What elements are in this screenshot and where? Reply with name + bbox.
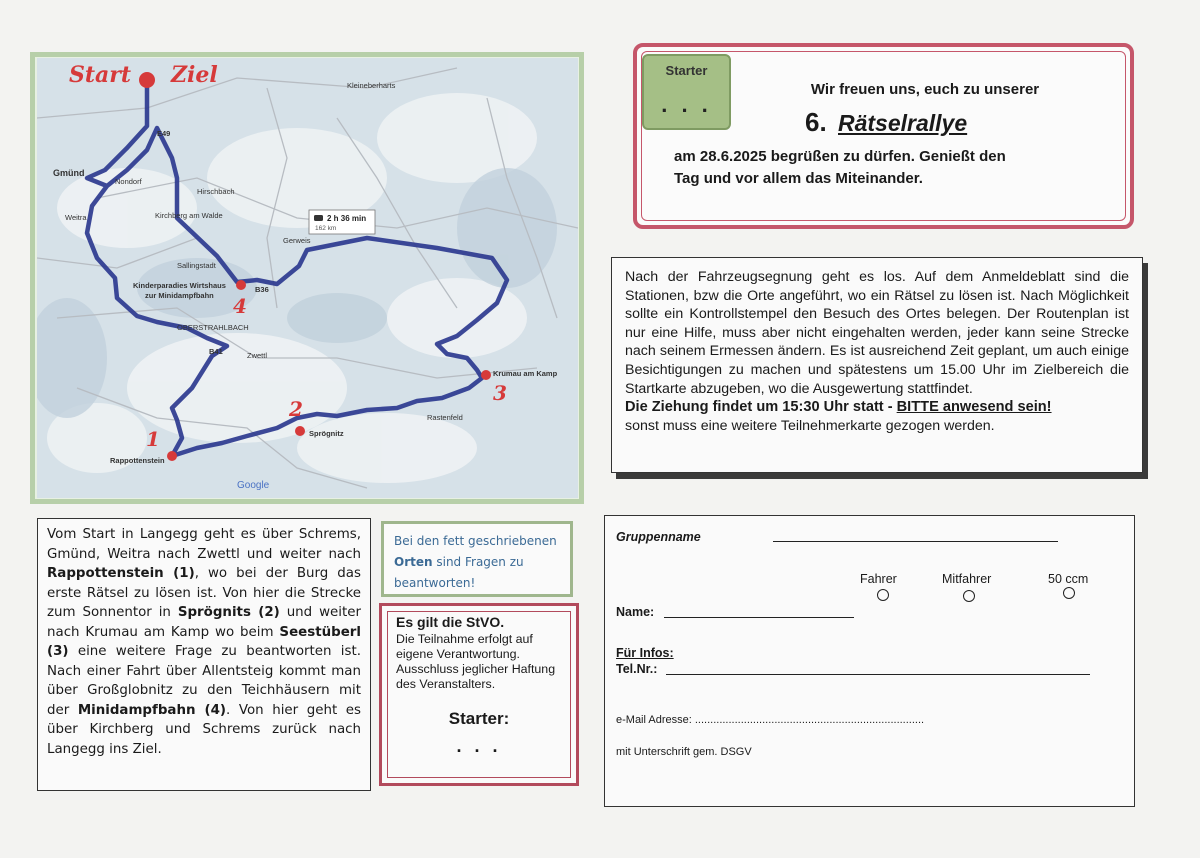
- car-icon: [314, 215, 323, 221]
- station-1-marker: [167, 451, 177, 461]
- route-text: eine weitere Frage zu beantworten ist. Nach einer Fahrt über Allentsteig kommt man über Großglobnitz zu den Teichhäusern mit der: [47, 644, 361, 718]
- map-place-rastenfeld: Rastenfeld: [427, 413, 463, 422]
- map-start-label: Start: [69, 62, 132, 88]
- tel-label: Tel.Nr.:: [616, 662, 658, 676]
- liability-text: Die Teilnahme erfolgt auf eigene Verantwortung. Ausschluss jeglicher Haftung des Veranstalters.: [396, 632, 556, 691]
- stvo-starter-label: Starter:: [448, 709, 510, 728]
- info-text: Nach der Fahrzeugsegnung geht es los. Auf dem Anmeldeblatt sind die Stationen, bzw die Orte angeführt, wo ein Rätsel zu lösen ist. Nach Möglichkeit sollte ein Kontrollstempel den Besuch des Ortes belegen. Der Routenplan ist nur eine Hilfe, muss aber nicht eingehalten werden, jeder kann seine Strecke nach seinem Ermessen ändern. Es ist ausreichend Zeit geplant, um auch einige Besichtigungen zu machen und spätestens um 15.00 Uhr im Zielbereich die Startkarte abzugeben, wo die Ausgewertung stattfindet.: [625, 269, 1129, 397]
- infos-label: Für Infos:: [616, 646, 674, 660]
- registration-form: [604, 515, 1135, 807]
- map-station-3-number: 3: [493, 381, 507, 405]
- name-label: Name:: [616, 605, 655, 619]
- map-place-rappottenstein: Rappottenstein: [110, 456, 165, 465]
- map-place-nondorf: Nondorf: [115, 177, 142, 186]
- date-line-1: am 28.6.2025 begrüßen zu dürfen. Genießt den: [674, 148, 1006, 165]
- map-place-weitra: Weitra: [65, 213, 87, 222]
- route-description-box: [37, 518, 371, 791]
- welcome-text: Wir freuen uns, euch zu unserer: [810, 81, 1040, 98]
- date-line-2: Tag und vor allem das Miteinander.: [674, 170, 923, 187]
- ccm-label: 50 ccm: [1048, 572, 1089, 586]
- map-place-sallingstadt: Sallingstadt: [177, 261, 216, 270]
- route-distance: 162 km: [315, 225, 337, 232]
- starter-badge-label: Starter: [665, 63, 708, 78]
- map-place-oberstrahlbach: OBERSTRAHLBACH: [177, 323, 249, 332]
- map-road-b36: B36: [255, 285, 269, 294]
- map-place-gerweis: Gerweis: [283, 236, 311, 245]
- mitfahrer-label: Mitfahrer: [942, 572, 992, 586]
- route-map: [37, 58, 578, 498]
- map-station-1-number: 1: [146, 427, 160, 451]
- map-place-sproegnitz: Sprögnitz: [309, 429, 344, 438]
- route-text: Vom Start in Langegg geht es über Schrems, Gmünd, Weitra nach Zwettl und weiter nach: [47, 527, 361, 562]
- starter-badge-value: . . .: [661, 92, 712, 117]
- route-text: . Von hier geht es über Kirchberg und Schrems zurück nach Langegg ins Ziel.: [47, 702, 361, 757]
- route-text: , wo bei der Burg das erste Rätsel zu lösen ist. Von hier die Strecke zum Sonnentor in: [47, 566, 361, 620]
- fahrer-label: Fahrer: [860, 572, 897, 586]
- email-field[interactable]: e-Mail Adresse: ...........................................................................: [616, 714, 925, 726]
- map-road-e49: E49: [157, 129, 171, 138]
- date-text: [674, 146, 1104, 190]
- map-station-2-number: 2: [289, 397, 303, 421]
- map-google-logo: Google: [237, 480, 270, 491]
- note-bold: Orten: [394, 555, 433, 569]
- map-station-4-number: 4: [233, 294, 247, 318]
- tel-field[interactable]: [666, 674, 1090, 675]
- route-station-3: Seestüberl (3): [47, 624, 361, 659]
- map-road-b41: B41: [209, 347, 223, 356]
- route-duration-callout: [309, 210, 375, 234]
- stvo-title: Es gilt die StVO.: [396, 614, 505, 630]
- map-place-kleinebeharts: Kleineberharts: [347, 81, 396, 90]
- map-place-kinderparadies: Kinderparadies Wirtshaus: [133, 281, 226, 290]
- group-name-field[interactable]: [773, 541, 1058, 542]
- map-place-gmuend: Gmünd: [53, 168, 85, 178]
- route-station-2: Sprögnits (2): [177, 605, 280, 620]
- map-place-zwettl: Zwettl: [247, 351, 268, 360]
- ccm-radio[interactable]: [1063, 587, 1075, 599]
- questions-note-box: [381, 521, 573, 597]
- map-place-kinderparadies-2: zur Minidampfbahn: [145, 291, 214, 300]
- map-place-hirschbach: Hirschbach: [197, 187, 235, 196]
- station-2-marker: [295, 426, 305, 436]
- map-place-krumau: Krumau am Kamp: [493, 369, 558, 378]
- attendance-notice: BITTE anwesend sein!: [896, 399, 1052, 416]
- route-station-4: Minidampfbahn (4): [77, 702, 227, 718]
- stvo-starter-value: . . .: [456, 736, 502, 756]
- drawing-notice: Die Ziehung findet um 15:30 Uhr statt -: [625, 399, 897, 416]
- note-text: Bei den fett geschriebenen: [394, 534, 557, 548]
- info-box: [611, 257, 1143, 473]
- route-text: und weiter nach Krumau am Kamp wo beim: [47, 605, 361, 640]
- rallye-title: Rätselrallye: [838, 110, 968, 136]
- route-station-1: Rappottenstein (1): [47, 566, 195, 581]
- note-text: sind Fragen zu: [432, 555, 524, 569]
- map-place-kirchberg: Kirchberg am Walde: [155, 211, 223, 220]
- group-name-label: Gruppenname: [616, 530, 701, 544]
- fahrer-radio[interactable]: [877, 589, 889, 601]
- start-marker: [139, 72, 155, 88]
- station-3-marker: [481, 370, 491, 380]
- mitfahrer-radio[interactable]: [963, 590, 975, 602]
- name-field[interactable]: [664, 617, 854, 618]
- signature-note: mit Unterschrift gem. DSGV: [616, 746, 752, 758]
- info-last-line: sonst muss eine weitere Teilnehmerkarte gezogen werden.: [625, 417, 995, 434]
- route-duration: 2 h 36 min: [327, 214, 367, 223]
- note-text: beantworten!: [394, 576, 476, 590]
- station-4-marker: [236, 280, 246, 290]
- map-ziel-label: Ziel: [171, 62, 218, 88]
- edition-number: 6.: [805, 107, 827, 137]
